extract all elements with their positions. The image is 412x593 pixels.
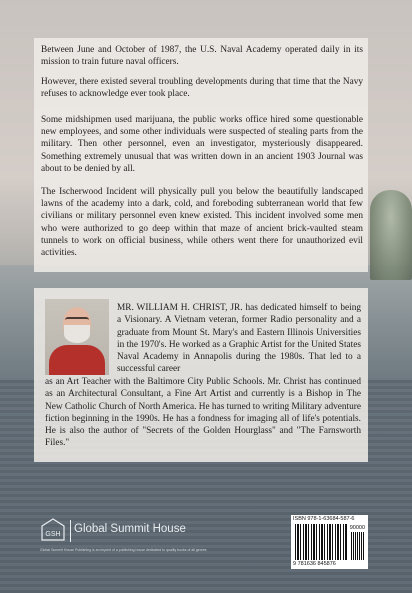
publisher-mark [40,516,230,558]
synopsis-paragraph-3: Some midshipmen used marijuana, the public works office hired some questionable new employees, and some other individuals were suspected of stealing parts from the military. Then other personnel, even an investigator, mysteriously disappeared. Something extremely unusual that was written down in an ancient 1903 Journal was about to be denied by all. [41,115,363,174]
publisher-name: Global Summit House [74,523,186,535]
addon-barcode-bars [351,532,365,560]
synopsis-paragraph-2: However, there existed several troubling developments during that time that the Navy refuses to acknowledge ever took place. [41,77,363,100]
chapel-dome-image [370,190,412,280]
barcode-number: 9 781636 845876 [293,561,336,567]
synopsis-paragraph-1: Between June and October of 1987, the U.S. Naval Academy operated daily in its mission to train future naval officers. [41,45,363,68]
publisher-logo-icon [40,516,66,542]
synopsis-paragraph-4: The Ischerwood Incident will physically pull you below the beautifully landscaped lawns of the academy into a dark, cold, and foreboding subterranean world that few civilians or military personnel even knew existed. This incident involved some men who were authorized to go deep within that maze of ancient brick-vaulted steam tunnels to work on official business, while others went there for unauthorized evil activities. [41,187,363,259]
author-bio-text: MR. WILLIAM H. CHRIST, JR. has dedicated himself to being a Visionary. A Vietnam veteran, former Radio personality and a graduate from Mount St. Mary's and Eastern Illinois Universities in the 1970's. He worked as a Graphic Artist for the United States Naval Academy in Annapolis during the 1980s. That led to a successful career [117,303,361,375]
isbn-label: ISBN 978-1-63684-587-6 [293,516,355,522]
publisher-logo-letters: GSH [45,531,61,538]
barcode-bars [295,524,348,560]
author-photo [45,299,109,375]
publisher-divider [70,520,71,542]
publisher-tagline: Global Summit House Publishing is an imprint of a publishing house dedicated to quality books of all genres [40,548,207,552]
isbn-barcode [291,515,368,569]
author-bio-panel [34,288,368,462]
synopsis-panel [34,38,368,272]
price-code: 90000 [349,525,365,531]
author-bio-text-continued: as an Art Teacher with the Baltimore City Public Schools. Mr. Christ has continued as an Architectural Consultant, a Fine Art Artist and currently is a Bishop in The New Catholic Church of North America. He has turned to writing Military adventure fiction beginning in the 1990s. He has a fondness for imaging all of life's potentials. He is also the author of "Secrets of the Golden Hourglass" and "The Farnsworth Files." [45,377,361,449]
